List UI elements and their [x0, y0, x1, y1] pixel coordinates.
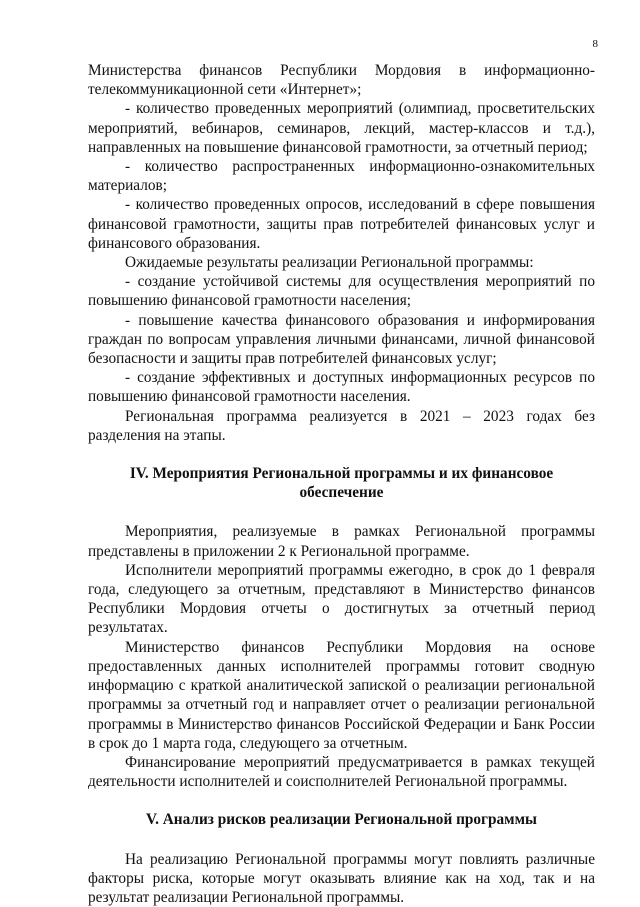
- paragraph: Ожидаемые результаты реализации Региональной программы:: [125, 254, 534, 272]
- paragraph: Министерства финансов Республики Мордовия в информационно-телекоммуникационной сети «Интернет»;: [88, 62, 595, 99]
- paragraph: На реализацию Региональной программы могут повлиять различные факторы риска, которые могут оказывать влияние как на ход, так и на результат реализации Региональной программы.: [88, 850, 595, 906]
- paragraph: Исполнители мероприятий программы ежегодно, в срок до 1 февраля года, следующего за отчетным, представляют в Министерство финансов Республики Мордовия отчеты о достигнутых за отчетный период результатах.: [88, 561, 595, 637]
- paragraph: - создание эффективных и доступных информационных ресурсов по повышению финансовой грамотности населения.: [88, 369, 595, 406]
- page-number: 8: [592, 38, 598, 50]
- paragraph: - количество распространенных информационно-ознакомительных материалов;: [88, 158, 595, 195]
- paragraph: - количество проведенных мероприятий (олимпиад, просветительских мероприятий, вебинаров, семинаров, лекций, мастер-классов и т.д.), направленных на повышение финансовой грамотности, за отчетный период;: [88, 100, 595, 156]
- paragraph: Региональная программа реализуется в 2021 – 2023 годах без разделения на этапы.: [88, 407, 595, 444]
- page-content: [88, 61, 595, 907]
- paragraph: Финансирование мероприятий предусматривается в рамках текущей деятельности исполнителей и соисполнителей Региональной программы.: [88, 753, 595, 791]
- paragraph: Министерство финансов Республики Мордовия на основе предоставленных данных исполнителей программы готовит сводную информацию с краткой аналитической запиской о реализации региональной программы за отчетный год и направляет отчет о реализации региональной программы в Министерство финансов Российской Федерации и Банк России в срок до 1 марта года, следующего за отчетным.: [88, 638, 595, 752]
- section-heading: V. Анализ рисков реализации Региональной программы: [146, 811, 537, 829]
- paragraph: Мероприятия, реализуемые в рамках Региональной программы представлены в приложении 2 к Региональной программе.: [88, 523, 595, 560]
- paragraph: - создание устойчивой системы для осуществления мероприятий по повышению финансовой грамотности населения;: [88, 273, 595, 310]
- paragraph: - количество проведенных опросов, исследований в сфере повышения финансовой грамотности, защиты прав потребителей финансовых услуг и финансового образования.: [88, 196, 595, 252]
- paragraph: - повышение качества финансового образования и информирования граждан по вопросам управления личными финансами, личной финансовой безопасности и защиты прав потребителей финансовых услуг;: [88, 311, 595, 368]
- section-heading: IV. Мероприятия Региональной программы и их финансовое обеспечение: [129, 465, 554, 502]
